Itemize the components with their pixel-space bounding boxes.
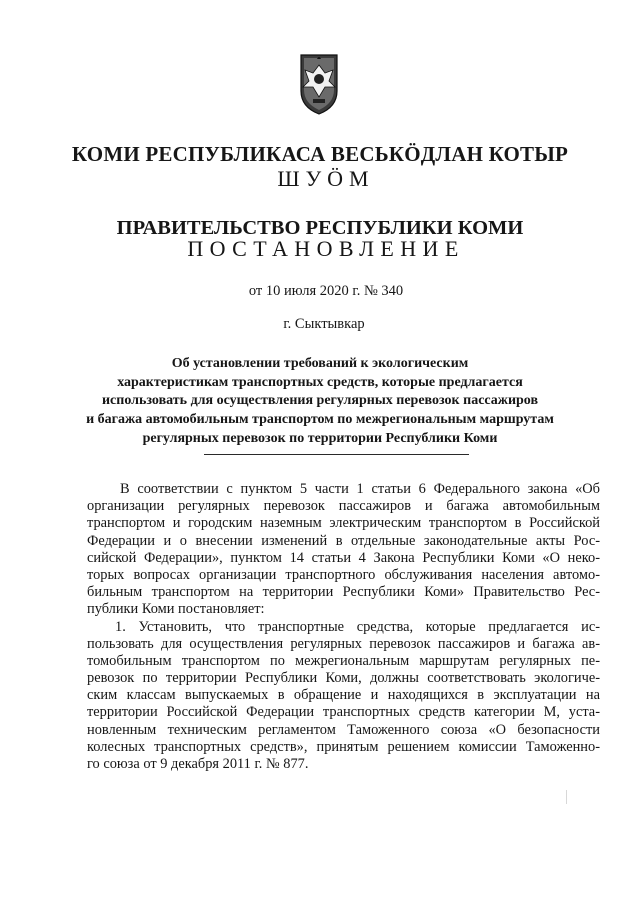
government-title: ПРАВИТЕЛЬСТВО РЕСПУБЛИКИ КОМИ — [116, 217, 524, 239]
clause-1-line: томобильным транспортом по межрегиональным маршрутам регулярных пе- — [87, 652, 600, 669]
clause-1-line: колесных транспортных средств», принятым решением комиссии Таможенно- — [87, 738, 600, 755]
preamble-line: бильным транспортом на территории Республики Коми» Правительство Рес- — [87, 584, 600, 601]
clause-1-line: ским классам выпускаемых в обращение и находящихся в эксплуатации на — [87, 687, 600, 704]
clause-1-line: новленным техническим регламентом Таможенного союза «О безопасности — [87, 721, 600, 738]
komi-coat-of-arms-icon — [297, 51, 341, 117]
decree-title-line: и багажа автомобильным транспортом по межрегиональным маршрутам — [86, 412, 554, 428]
clause-1-line: го союза от 9 декабря 2011 г. № 877. — [87, 756, 309, 772]
decree-title — [0, 355, 640, 449]
clause-1-line: 1. Установить, что транспортные средства, которые предлагается ис- — [115, 618, 600, 635]
decree-title-line: регулярных перевозок по территории Республики Коми — [142, 430, 498, 446]
clause-1-line: пользовать для осуществления регулярных перевозок пассажиров и багажа ав- — [87, 635, 600, 652]
decree-title-line: Об установлении требований к экологическим — [171, 356, 469, 371]
scan-mark — [566, 790, 567, 804]
decree-city: г. Сыктывкар — [283, 316, 365, 332]
preamble-line: публики Коми постановляет: — [87, 601, 265, 618]
clause-1-line: ревозок по территории Республики Коми, должны соответствовать экологиче- — [87, 670, 600, 687]
title-divider — [204, 454, 469, 455]
preamble-line: торых вопросах организации транспортного обслуживания населения автомо- — [87, 566, 600, 583]
komi-document-type: ШУӦМ — [277, 166, 375, 191]
preamble-line: транспортом и городским наземным электрическим транспортом в Российской — [87, 515, 600, 532]
decree-title-line: характеристикам транспортных средств, которые предлагается — [117, 374, 523, 390]
preamble-line: организации регулярных перевозок пассажиров и багажа автомобильным — [87, 498, 600, 515]
preamble-line: сийской Федерации», пунктом 14 статьи 4 Закона Республики Коми «О неко- — [87, 549, 600, 566]
decree-date-number: от 10 июля 2020 г. № 340 — [248, 283, 404, 299]
document-type: ПОСТАНОВЛЕНИЕ — [187, 236, 465, 261]
preamble-line: В соответствии с пунктом 5 части 1 статьи 6 Федерального закона «Об — [120, 481, 600, 497]
clause-1-line: территории Российской Федерации транспортных средств категории М, уста- — [87, 704, 600, 721]
komi-government-title: КОМИ РЕСПУБЛИКАСА ВЕСЬКӦДЛАН КОТЫР — [71, 142, 569, 166]
decree-title-line: использовать для осуществления регулярных перевозок пассажиров — [101, 393, 539, 409]
preamble-line: Федерации и о внесении изменений в отдельные законодательные акты Рос- — [87, 532, 600, 549]
decree-body — [87, 481, 600, 773]
